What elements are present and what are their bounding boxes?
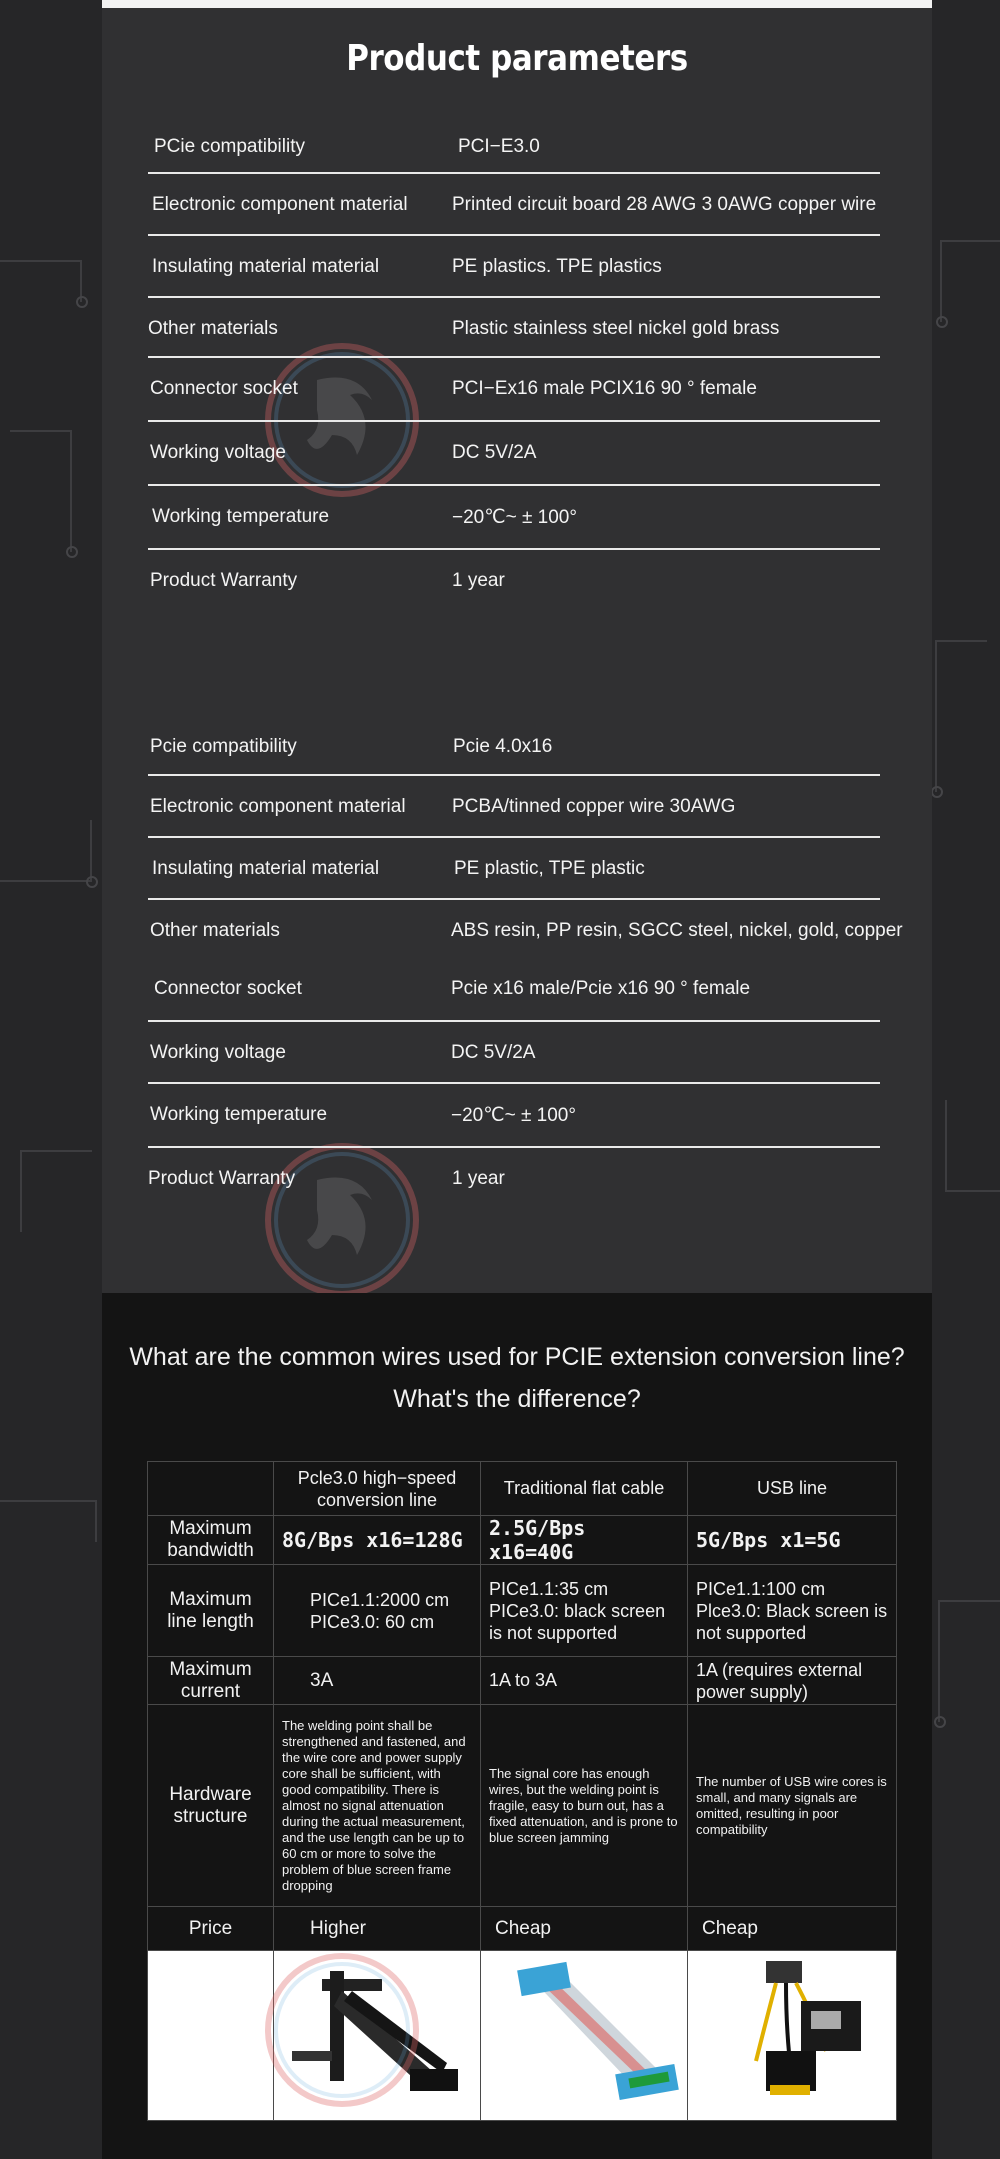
table-header-row [148, 1462, 897, 1516]
circuit-trace [0, 260, 82, 302]
table-row [148, 1705, 897, 1907]
param-value: PCI−E3.0 [458, 136, 540, 157]
param-key: Product Warranty [148, 1168, 296, 1189]
parameters-table-pcie4 [148, 716, 903, 1208]
question-line-1: What are the common wires used for PCIE extension conversion line? [129, 1343, 905, 1371]
param-row [148, 358, 880, 422]
image-empty [148, 1951, 274, 2121]
param-key: Pcie compatibility [150, 736, 297, 757]
param-key: Electronic component material [152, 194, 408, 215]
header-pcie3: Pcle3.0 high−speed conversion line [274, 1462, 481, 1516]
param-value: Pcie x16 male/Pcie x16 90 ° female [451, 978, 751, 999]
circuit-trace [10, 430, 72, 552]
brand-watermark-logo [262, 1950, 422, 2110]
param-key: Electronic component material [150, 796, 406, 817]
param-value: DC 5V/2A [452, 442, 537, 463]
flat-cable-icon [489, 1951, 696, 2115]
param-row [148, 174, 880, 236]
param-key: Working voltage [150, 442, 286, 463]
cell-value: 1A (requires external power supply) [688, 1657, 897, 1705]
circuit-trace [935, 640, 987, 792]
cell-value: Cheap [688, 1907, 897, 1951]
usb-riser-image [688, 1951, 897, 2121]
param-value: −20℃~ ± 100° [452, 507, 577, 528]
circuit-trace [938, 1600, 1000, 1722]
param-row [148, 486, 880, 550]
circuit-trace [0, 820, 92, 882]
circuit-trace [20, 1150, 92, 1232]
cell-value: 2.5G/Bps x16=40G [481, 1516, 688, 1565]
row-label: Price [148, 1907, 274, 1951]
cell-value: 5G/Bps x1=5G [688, 1516, 897, 1565]
param-row [148, 1148, 880, 1208]
row-label: Maximum bandwidth [148, 1516, 274, 1565]
param-row [148, 422, 880, 486]
param-row [148, 900, 903, 958]
usb-riser-icon [696, 1951, 905, 2115]
param-row [148, 1022, 880, 1084]
cell-line: PICe3.0: black screen is not supported [489, 1600, 666, 1643]
row-label: Maximum current [148, 1657, 274, 1705]
circuit-trace [0, 1500, 97, 1542]
cell-value: 3A [274, 1657, 481, 1705]
circuit-node [931, 786, 943, 798]
cell-value: The welding point shall be strengthened and fastened, and the wire core and power supply core shall be sufficient, with good compatibility. There is almost no signal attenuation during the actual measurement, and the use length can be up to 60 cm or more to solve the problem of blue screen frame dropping [274, 1705, 481, 1907]
product-image-row [148, 1951, 897, 2121]
circuit-trace [945, 1100, 1000, 1192]
cell-value: Higher [274, 1907, 481, 1951]
param-key: PCie compatibility [154, 136, 305, 157]
param-value: PCBA/tinned copper wire 30AWG [452, 796, 736, 817]
param-key: Other materials [150, 920, 280, 941]
circuit-node [86, 876, 98, 888]
flat-cable-image [481, 1951, 688, 2121]
row-label: Maximum line length [148, 1565, 274, 1657]
param-row [148, 1084, 880, 1148]
param-value: PCI−Ex16 male PCIX16 90 ° female [452, 378, 757, 399]
circuit-trace [940, 240, 1000, 322]
cell-line: Plce3.0: Black screen is not supported [696, 1600, 888, 1643]
page-title: Product parameters [346, 38, 688, 79]
circuit-node [936, 316, 948, 328]
cell-line: PICe1.1:100 cm [696, 1578, 826, 1599]
param-row [148, 958, 880, 1022]
param-row [148, 776, 880, 838]
param-row [148, 716, 880, 776]
param-value: −20℃~ ± 100° [451, 1105, 576, 1126]
param-key: Connector socket [150, 378, 298, 399]
cell-line: PICe1.1:2000 cm [310, 1589, 450, 1610]
table-row [148, 1657, 897, 1705]
cell-value: 1A to 3A [481, 1657, 688, 1705]
cell-line: PICe1.1:35 cm [489, 1578, 609, 1599]
table-row [148, 1516, 897, 1565]
top-divider [102, 0, 932, 8]
param-value: Pcie 4.0x16 [453, 736, 553, 757]
parameters-table-pcie3 [148, 114, 880, 610]
param-value: DC 5V/2A [451, 1042, 536, 1063]
param-key: Connector socket [154, 978, 302, 999]
param-key: Working temperature [152, 506, 330, 527]
cell-value: The number of USB wire cores is small, and many signals are omitted, resulting in poor compatibility [688, 1705, 897, 1907]
param-key: Other materials [148, 318, 278, 339]
param-key: Insulating material material [152, 858, 380, 879]
cell-value [688, 1565, 897, 1657]
param-value: ABS resin, PP resin, SGCC steel, nickel, gold, copper [451, 920, 903, 941]
cell-value: The signal core has enough wires, but the welding point is fragile, easy to burn out, has a fixed attenuation, and is prone to blue screen jamming [481, 1705, 688, 1907]
table-row [148, 1907, 897, 1951]
param-value: Plastic stainless steel nickel gold brass [452, 318, 780, 339]
cell-value: 8G/Bps x16=128G [274, 1516, 481, 1565]
cell-value [274, 1565, 481, 1657]
param-value: 1 year [452, 570, 505, 591]
param-row [148, 550, 880, 610]
background-circuit-left [0, 0, 102, 2159]
comparison-question [102, 1336, 932, 1420]
param-key: Insulating material material [152, 256, 380, 277]
param-key: Working voltage [150, 1042, 286, 1063]
circuit-node [66, 546, 78, 558]
param-row [148, 236, 880, 298]
question-line-2: What's the difference? [393, 1385, 641, 1413]
cell-value [481, 1565, 688, 1657]
header-usb: USB line [688, 1462, 897, 1516]
table-row [148, 1565, 897, 1657]
param-value: PE plastics. TPE plastics [452, 256, 662, 277]
param-value: Printed circuit board 28 AWG 3 0AWG copper wire [452, 194, 877, 215]
param-value: 1 year [452, 1168, 505, 1189]
cell-line: PICe3.0: 60 cm [310, 1611, 435, 1632]
param-key: Product Warranty [150, 570, 298, 591]
cell-value: Cheap [481, 1907, 688, 1951]
param-row [148, 114, 880, 174]
header-empty [148, 1462, 274, 1516]
row-label: Hardware structure [148, 1705, 274, 1907]
param-row [148, 298, 880, 358]
circuit-node [934, 1716, 946, 1728]
param-row [148, 838, 880, 900]
param-value: PE plastic, TPE plastic [454, 858, 645, 879]
circuit-node [76, 296, 88, 308]
comparison-table [147, 1461, 897, 2121]
param-key: Working temperature [150, 1104, 328, 1125]
header-flat-cable: Traditional flat cable [481, 1462, 688, 1516]
